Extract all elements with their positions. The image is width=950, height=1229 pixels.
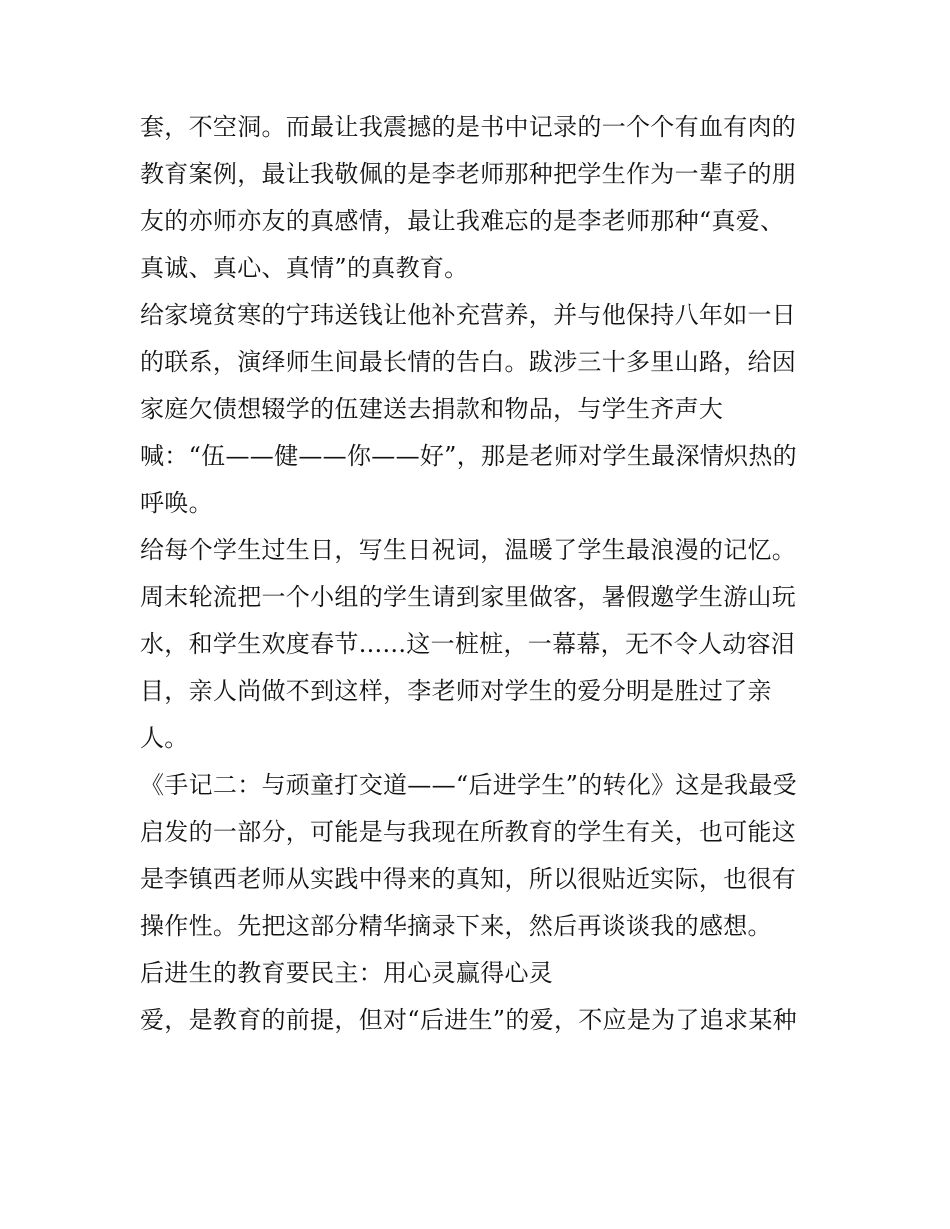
text-line: 启发的一部分，可能是与我现在所教育的学生有关，也可能这 [140,818,797,846]
text-line: 周末轮流把一个小组的学生请到家里做客，暑假邀学生游山玩 [140,583,797,611]
text-line: 给每个学生过生日，写生日祝词，温暖了学生最浪漫的记忆。 [140,536,797,564]
text-line: 友的亦师亦友的真感情，最让我难忘的是李老师那种“真爱、 [140,207,785,235]
text-line: 喊：“伍——健——你——好”，那是老师对学生最深情炽热的 [140,442,797,470]
text-line: 真诚、真心、真情”的真教育。 [140,254,469,282]
section-heading: 后进生的教育要民主：用心灵赢得心灵 [140,959,554,987]
document-body [140,104,820,1044]
text-line: 操作性。先把这部分精华摘录下来，然后再谈谈我的感想。 [140,912,772,940]
text-line: 爱，是教育的前提，但对“后进生”的爱，不应是为了追求某种 [140,1006,797,1034]
text-line: 套，不空洞。而最让我震撼的是书中记录的一个个有血有肉的 [140,113,797,141]
text-line: 《手记二：与顽童打交道——“后进学生”的转化》这是我最受 [140,771,797,799]
text-line: 目，亲人尚做不到这样，李老师对学生的爱分明是胜过了亲 [140,677,772,705]
text-line: 水，和学生欢度春节......这一桩桩，一幕幕，无不令人动容泪 [140,630,796,658]
text-line: 呼唤。 [140,489,213,517]
text-line: 教育案例，最让我敬佩的是李老师那种把学生作为一辈子的朋 [140,160,797,188]
text-line: 给家境贫寒的宁玮送钱让他补充营养，并与他保持八年如一日 [140,301,797,329]
text-line: 是李镇西老师从实践中得来的真知，所以很贴近实际，也很有 [140,865,797,893]
text-line: 的联系，演绎师生间最长情的告白。跋涉三十多里山路，给因 [140,348,797,376]
text-line: 家庭欠债想辍学的伍建送去捐款和物品，与学生齐声大 [140,395,724,423]
text-line: 人。 [140,724,189,752]
